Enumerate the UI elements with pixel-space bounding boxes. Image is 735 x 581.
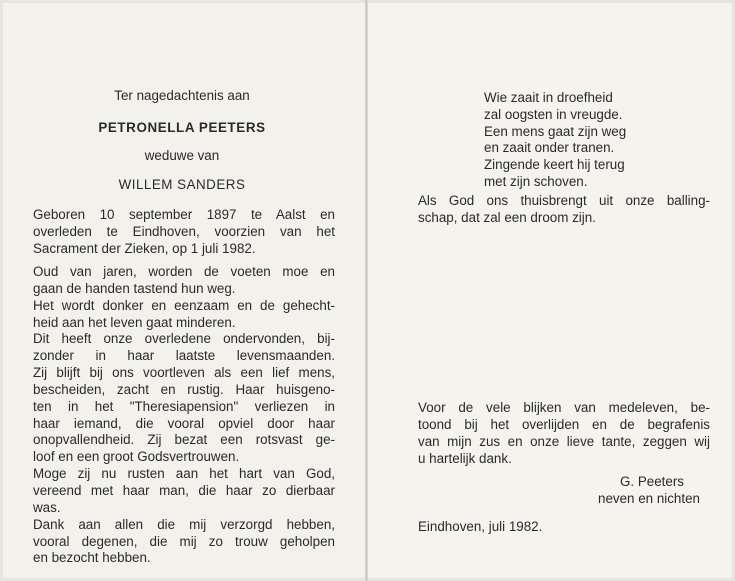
bible-verse <box>484 90 684 191</box>
memorial-line: haar iemand, die vooral opviel door haar <box>33 415 335 431</box>
memorial-line: zonder in haar laatste levensmaanden. <box>33 348 335 364</box>
thanks-line: Voor de vele blijken van medeleven, be- <box>418 400 710 415</box>
birth-line: overleden te Eindhoven, voorzien van het <box>33 223 335 239</box>
memorial-line: en bezocht hebben. <box>33 550 151 566</box>
memorial-line: bescheiden, zacht en rustig. Haar huisgeno- <box>33 381 335 397</box>
signature: G. Peeters <box>620 474 685 489</box>
memorial-line: heid aan het leven gaat minderen. <box>33 314 236 330</box>
quote-line: Als God ons thuisbrengt uit onze balling- <box>418 193 710 208</box>
verse-line: en zaait onder tranen. <box>484 140 615 156</box>
place-date: Eindhoven, juli 1982. <box>418 519 543 534</box>
memorial-line: gaan de handen tastend hun weg. <box>33 280 236 296</box>
verse-line: Een mens gaat zijn weg <box>484 123 627 139</box>
birth-details <box>33 207 335 258</box>
verse-line: met zijn schoven. <box>484 173 588 189</box>
memorial-line: onopvallendheid. Zij bezat een rotsvast ge- <box>33 432 335 448</box>
memorial-line: Oud van jaren, worden de voeten moe en <box>33 264 335 279</box>
verse-line: Wie zaait in droefheid <box>484 90 613 105</box>
memorial-line: Zij blijft bij ons voortleven als een lief mens, <box>33 365 335 381</box>
memorial-line: Dit heeft onze overledene ondervonden, bij- <box>33 331 335 347</box>
quote-line: schap, dat zal een droom zijn. <box>418 209 596 225</box>
memorial-text <box>33 264 335 567</box>
deceased-name: PETRONELLA PEETERS <box>98 120 266 135</box>
thanks-line: u hartelijk dank. <box>418 450 512 466</box>
memorial-line: vooral degenen, die mij zo trouw geholpen <box>33 533 335 549</box>
memorial-line: ten in het "Theresiapension" verliezen in <box>33 398 335 414</box>
memorial-line: Moge zij nu rusten aan het hart van God, <box>33 466 335 482</box>
signature-relatives: neven en nichten <box>598 491 700 506</box>
memorial-line: was. <box>33 499 61 515</box>
birth-line: Geboren 10 september 1897 te Aalst en <box>33 207 335 222</box>
verse-line: Zingende keert hij terug <box>484 157 625 173</box>
memorial-line: vereend met haar man, die haar zo dierbaar <box>33 482 335 498</box>
husband-name: WILLEM SANDERS <box>118 177 246 192</box>
memorial-line: loof en een groot Godsvertrouwen. <box>33 449 240 465</box>
memorial-line: Het wordt donker en eenzaam en de gehecht- <box>33 297 335 313</box>
thanks-line: toond bij het overlijden en de begrafenis <box>418 416 710 432</box>
thanks-line: van mijn zus en onze lieve tante, zeggen wij <box>418 433 710 449</box>
header-text: Ter nagedachtenis aan <box>114 88 250 103</box>
thanks-text <box>418 400 710 468</box>
card-fold <box>365 0 368 581</box>
memorial-line: Dank aan allen die mij verzorgd hebben, <box>33 516 335 532</box>
birth-line: Sacrament der Zieken, op 1 juli 1982. <box>33 240 256 256</box>
psalm-quote <box>418 193 710 227</box>
verse-line: zal oogsten in vreugde. <box>484 106 623 122</box>
relation-text: weduwe van <box>144 148 220 163</box>
